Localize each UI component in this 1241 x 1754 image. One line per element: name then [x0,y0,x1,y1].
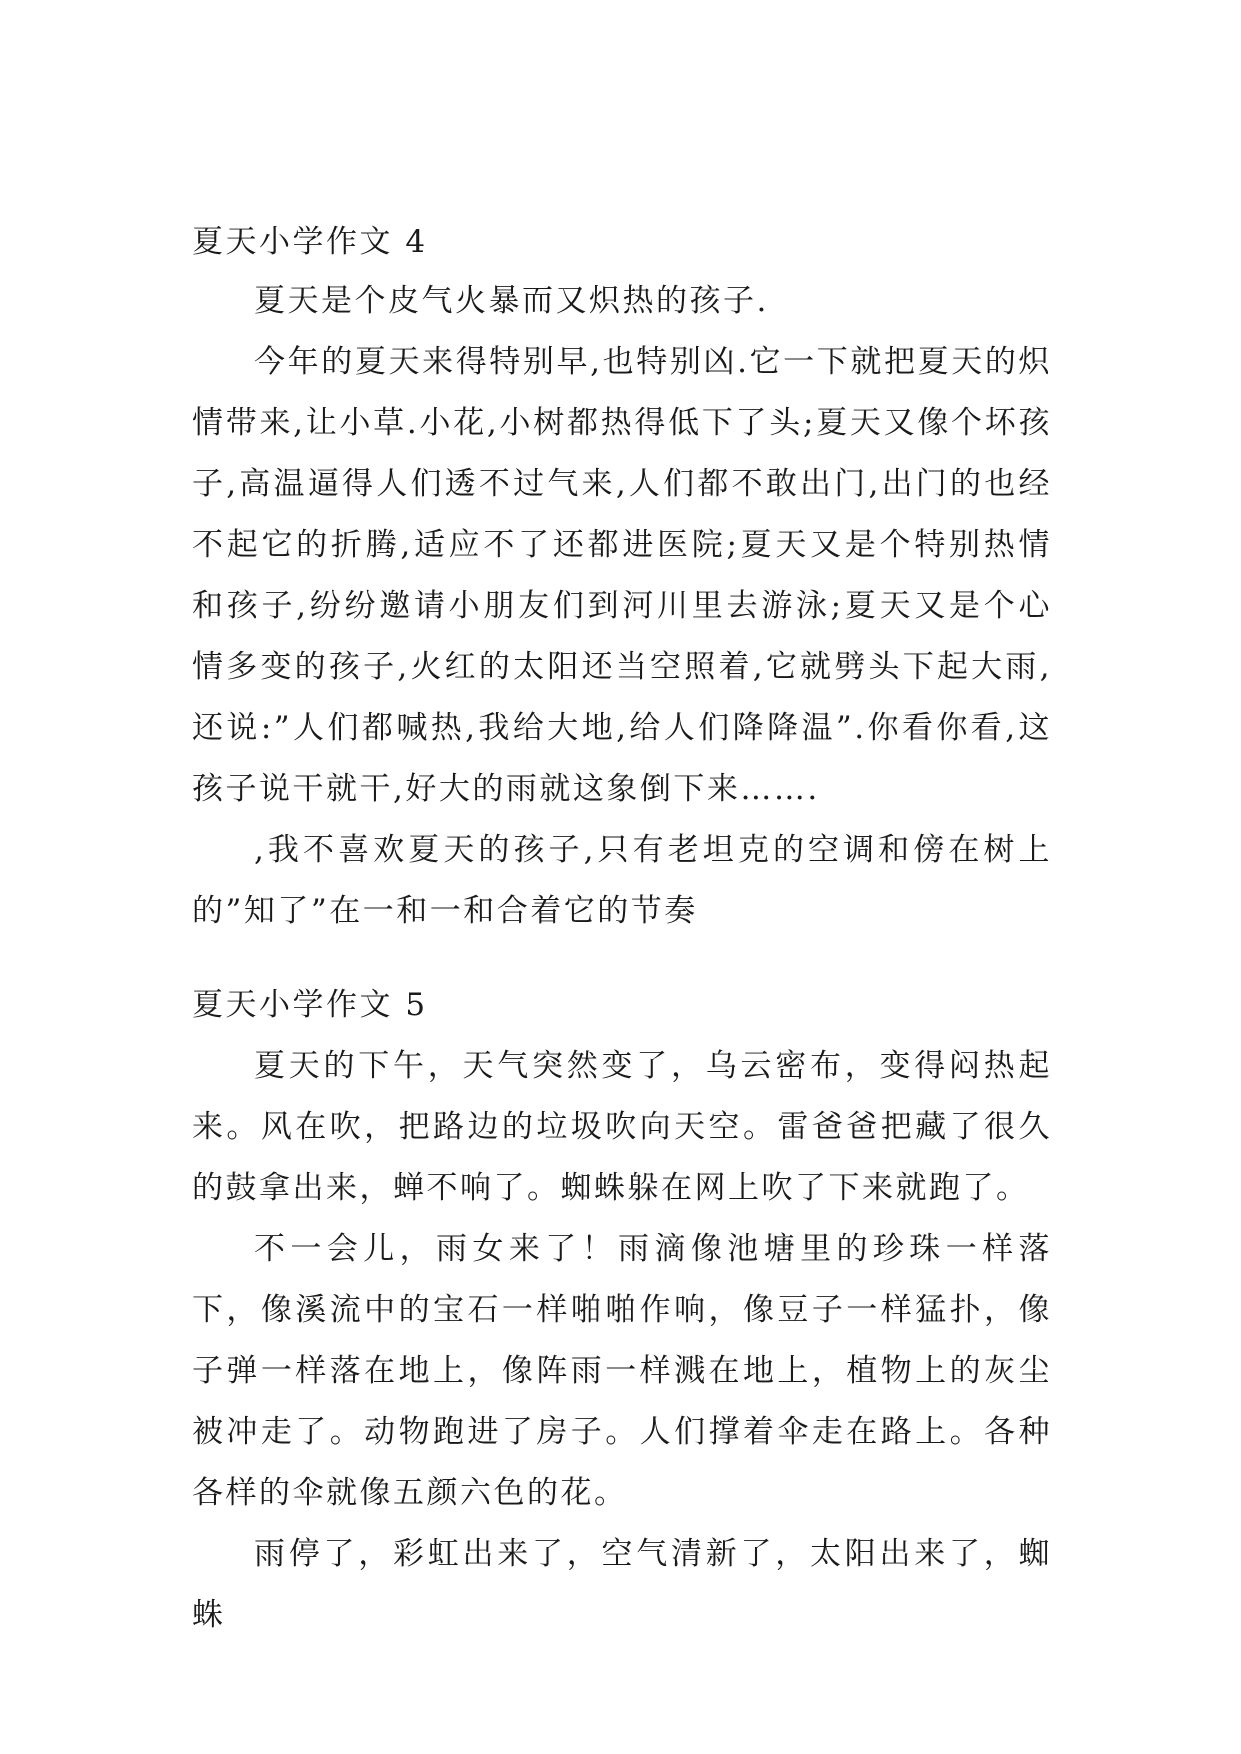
essay-4-title: 夏天小学作文 4 [192,224,428,260]
essay-5-title: 夏天小学作文 5 [192,987,428,1023]
essay-4-paragraph-3: ,我不喜欢夏天的孩子,只有老坦克的空调和傍在树上的”知了”在一和一和合着它的节奏 [192,832,1052,929]
essay-4-paragraph-1: 夏天是个皮气火暴而又炽热的孩子. [254,283,769,319]
essay-5-body [192,1036,1052,1646]
essay-5-paragraph-3: 雨停了，彩虹出来了，空气清新了，太阳出来了，蜘蛛 [192,1536,1052,1633]
essay-5-paragraph-2: 不一会儿，雨女来了！雨滴像池塘里的珍珠一样落下，像溪流中的宝石一样啪啪作响，像豆子一样猛扑，像子弹一样落在地上，像阵雨一样溅在地上，植物上的灰尘被冲走了。动物跑进了房子。人们撑着伞走在路上。各种各样的伞就像五颜六色的花。 [192,1231,1052,1511]
essay-5-paragraph-1: 夏天的下午，天气突然变了，乌云密布，变得闷热起来。风在吹，把路边的垃圾吹向天空。雷爸爸把藏了很久的鼓拿出来，蝉不响了。蜘蛛躲在网上吹了下来就跑了。 [192,1048,1052,1206]
essay-4-paragraph-2: 今年的夏天来得特别早,也特别凶.它一下就把夏天的炽情带来,让小草.小花,小树都热得低下了头;夏天又像个坏孩子,高温逼得人们透不过气来,人们都不敢出门,出门的也经不起它的折腾,适应不了还都进医院;夏天又是个特别热情和孩子,纷纷邀请小朋友们到河川里去游泳;夏天又是个心情多变的孩子,火红的太阳还当空照着,它就劈头下起大雨,还说:”人们都喊热,我给大地,给人们降降温”.你看你看,这孩子说干就干,好大的雨就这象倒下来……. [192,344,1052,807]
essay-4-body [192,271,1052,942]
